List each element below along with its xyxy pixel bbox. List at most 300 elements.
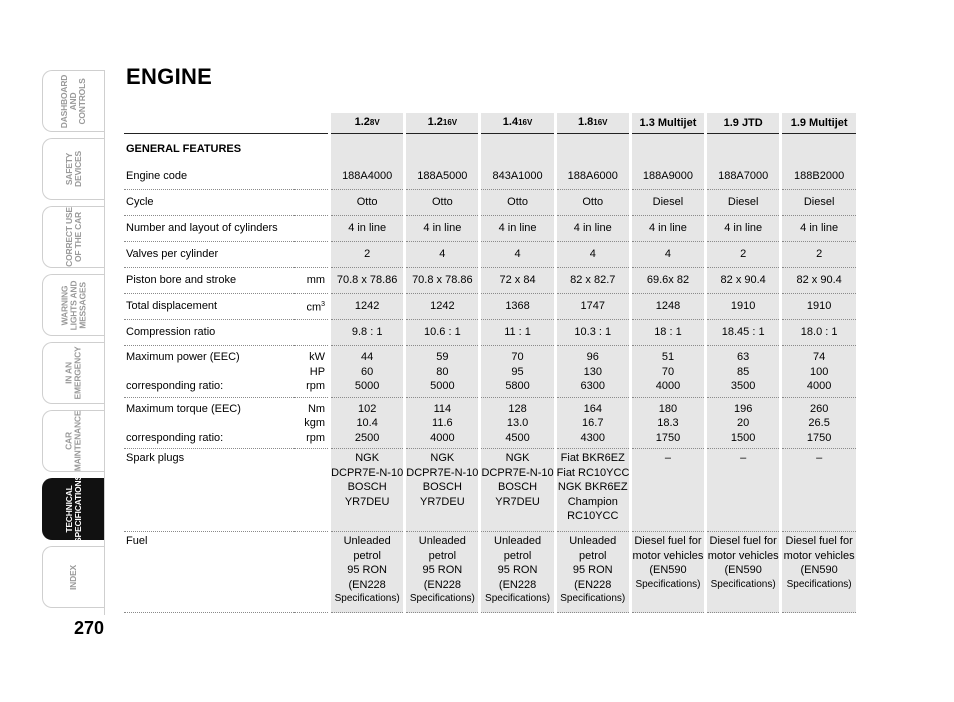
value-line: Fiat RC10YCC <box>556 466 630 479</box>
fuel-row <box>124 532 856 613</box>
value-line: 5000 <box>354 380 380 392</box>
row-label-main: Maximum power (EEC) <box>126 351 240 363</box>
value-line: 188B2000 <box>794 170 845 183</box>
side-tab-label: INDEX <box>67 564 78 590</box>
value-cell <box>630 294 705 320</box>
value-line: 164 <box>583 402 602 415</box>
side-tab-warning-lights-and-messages[interactable] <box>42 274 104 336</box>
value-cell <box>706 397 781 449</box>
value-line: 18.0 : 1 <box>800 326 838 339</box>
value-line: 188A9000 <box>642 170 694 183</box>
value-line: Champion <box>567 495 618 508</box>
value-line: Otto <box>507 196 528 209</box>
side-tab-technical-specifications[interactable] <box>42 475 104 543</box>
value-line: 10.3 : 1 <box>574 326 612 339</box>
side-tab-dashboard-and-controls[interactable] <box>42 70 104 132</box>
value-line: 18.45 : 1 <box>721 326 765 339</box>
value-line: Unleaded <box>494 535 542 547</box>
value-line: 100 <box>809 365 829 378</box>
column-header <box>480 113 555 134</box>
value-cell <box>630 320 705 346</box>
value-line: 4000 <box>430 431 455 444</box>
row-unit <box>294 532 329 613</box>
table-row <box>124 216 856 242</box>
side-tab-car-maintenance[interactable] <box>42 410 104 472</box>
value-line: motor vehicles <box>632 549 704 562</box>
row-label-blank <box>126 365 294 380</box>
engine-spec-table <box>124 113 856 613</box>
value-line: Specifications) <box>560 593 626 604</box>
unit-line: HP <box>309 365 326 378</box>
value-line: 4300 <box>580 431 605 444</box>
value-line: 188A6000 <box>567 170 618 183</box>
value-cell <box>555 242 630 268</box>
value-cell <box>706 216 781 242</box>
value-cell <box>706 134 781 165</box>
value-cell <box>781 268 856 294</box>
value-line: 70 <box>661 365 675 378</box>
value-line: 11 : 1 <box>504 326 531 339</box>
value-line: 4000 <box>655 380 681 392</box>
value-cell <box>781 294 856 320</box>
value-cell <box>480 268 555 294</box>
unit-line: kgm <box>304 417 326 429</box>
value-line: Otto <box>356 196 378 209</box>
value-cell <box>405 320 480 346</box>
value-line: 63 <box>737 351 750 363</box>
value-cell <box>706 449 781 532</box>
value-line: 1910 <box>730 300 756 313</box>
value-cell <box>706 532 781 613</box>
value-line: 4 in line <box>649 222 687 235</box>
value-cell <box>555 449 630 532</box>
value-cell <box>330 532 405 613</box>
value-line: 1910 <box>806 300 832 313</box>
value-line: 196 <box>733 402 753 415</box>
value-cell <box>781 346 856 398</box>
table-row <box>124 190 856 216</box>
value-line: Specifications) <box>786 578 852 590</box>
row-label: Engine code <box>124 164 294 190</box>
unit-line: rpm <box>306 380 326 392</box>
value-line: 18 : 1 <box>654 326 682 339</box>
row-label: Compression ratio <box>124 320 294 346</box>
row-unit <box>294 242 329 268</box>
side-tab-label: IN AN EMERGENCY <box>63 346 83 400</box>
value-cell <box>405 532 480 613</box>
value-line: 843A1000 <box>492 170 543 183</box>
value-cell <box>480 449 555 532</box>
value-line: 82 x 82.7 <box>570 274 616 287</box>
value-line: 95 RON <box>497 564 538 576</box>
side-tab-in-an-emergency[interactable] <box>42 342 104 404</box>
unit-line: Nm <box>307 402 326 415</box>
value-cell <box>781 320 856 346</box>
column-header-sub: 16V <box>518 118 533 128</box>
value-cell <box>480 294 555 320</box>
value-cell <box>630 242 705 268</box>
value-line: DCPR7E-N-10 <box>481 466 554 479</box>
value-line: Specifications) <box>485 593 551 604</box>
value-line: 96 <box>586 351 599 363</box>
header-row <box>124 113 856 134</box>
value-line: (EN590 <box>724 564 762 576</box>
value-cell <box>555 134 630 165</box>
value-line: 82 x 90.4 <box>720 274 766 287</box>
table-row <box>124 268 856 294</box>
value-cell <box>330 216 405 242</box>
page-title: ENGINE <box>126 64 213 89</box>
value-line: 9.8 : 1 <box>351 326 383 339</box>
value-line: petrol <box>353 549 381 562</box>
side-tab-label: SAFETY DEVICES <box>63 151 83 187</box>
value-line: 4 in line <box>423 222 462 235</box>
column-header-main: 1.4 <box>502 116 519 129</box>
row-unit <box>294 216 329 242</box>
value-cell <box>555 190 630 216</box>
value-cell <box>480 397 555 449</box>
value-line: (EN590 <box>649 564 687 576</box>
value-line: Unleaded <box>418 535 466 547</box>
row-label: Fuel <box>124 532 294 613</box>
value-line: 4 in line <box>800 222 839 235</box>
value-line: petrol <box>428 549 457 562</box>
value-line: 4000 <box>806 380 832 392</box>
side-tab-label: WARNING LIGHTS AND MESSAGES <box>58 280 87 330</box>
value-cell <box>480 190 555 216</box>
value-cell <box>781 216 856 242</box>
value-line: 1750 <box>655 431 681 444</box>
value-cell <box>330 164 405 190</box>
value-line: 13.0 <box>506 417 529 429</box>
column-header <box>330 113 405 134</box>
column-header <box>706 113 781 134</box>
value-cell <box>706 190 781 216</box>
value-cell <box>405 242 480 268</box>
value-cell <box>555 320 630 346</box>
value-line: motor vehicles <box>783 549 855 562</box>
value-cell <box>555 216 630 242</box>
column-header-main: 1.9 Multijet <box>790 116 848 129</box>
page-number: 270 <box>74 618 105 638</box>
value-cell <box>630 134 705 165</box>
value-line: 20 <box>737 417 750 429</box>
value-line: 260 <box>809 402 829 415</box>
value-line: DCPR7E-N-10 <box>331 466 404 479</box>
value-line: 1242 <box>430 300 455 313</box>
max-torque-row <box>124 397 856 449</box>
column-header-main: 1.9 JTD <box>723 116 763 129</box>
value-cell <box>480 242 555 268</box>
value-cell <box>555 397 630 449</box>
row-unit <box>294 268 329 294</box>
row-unit <box>294 164 329 190</box>
value-line: – <box>816 452 823 464</box>
value-line: 188A7000 <box>718 170 769 183</box>
value-line: Specifications) <box>409 593 475 604</box>
value-cell <box>405 397 480 449</box>
column-header <box>781 113 856 134</box>
value-line: 1500 <box>730 431 756 444</box>
value-line: 5000 <box>430 380 455 392</box>
value-cell <box>405 294 480 320</box>
value-line: (EN590 <box>800 564 838 576</box>
value-line: 130 <box>583 365 602 378</box>
table-row <box>124 164 856 190</box>
value-line: Diesel <box>803 196 835 209</box>
value-line: 4 in line <box>498 222 537 235</box>
value-line: Otto <box>431 196 453 209</box>
value-line: 11.6 <box>432 417 453 429</box>
table-row <box>124 294 856 320</box>
value-line: 60 <box>361 365 374 378</box>
value-cell <box>630 397 705 449</box>
value-line: 70 <box>511 351 524 363</box>
row-label <box>124 397 294 449</box>
value-line: 2 <box>364 248 371 261</box>
value-line: DCPR7E-N-10 <box>406 466 479 479</box>
side-tab-label: DASHBOARD AND CONTROLS <box>58 74 87 128</box>
value-cell <box>555 532 630 613</box>
value-line: 70.8 x 78.86 <box>336 274 398 287</box>
value-line: YR7DEU <box>420 495 465 508</box>
value-line: Unleaded <box>343 535 391 547</box>
value-line: 180 <box>658 402 678 415</box>
value-line: petrol <box>503 549 532 562</box>
value-line: 1248 <box>655 300 681 313</box>
value-line: 26.5 <box>808 417 830 429</box>
value-line: Diesel fuel for <box>709 535 777 547</box>
value-cell <box>480 164 555 190</box>
value-cell <box>480 320 555 346</box>
value-cell <box>405 164 480 190</box>
value-line: BOSCH <box>347 481 387 493</box>
value-line: 188A4000 <box>342 170 393 183</box>
value-line: 4500 <box>505 431 530 444</box>
value-cell <box>330 449 405 532</box>
value-cell <box>630 268 705 294</box>
max-power-row <box>124 346 856 398</box>
value-cell <box>781 242 856 268</box>
value-cell <box>706 164 781 190</box>
value-line: RC10YCC <box>567 510 619 522</box>
row-label: Total displacement <box>124 294 294 320</box>
value-line: 82 x 90.4 <box>796 274 842 287</box>
value-line: 51 <box>661 351 675 363</box>
value-cell <box>555 294 630 320</box>
row-label: Piston bore and stroke <box>124 268 294 294</box>
unit-text: cm <box>306 301 322 314</box>
value-line: 95 RON <box>347 564 388 576</box>
row-unit <box>294 397 329 449</box>
column-header-main: 1.2 <box>354 116 370 129</box>
value-cell <box>330 134 405 165</box>
value-line: Fiat BKR6EZ <box>560 452 625 464</box>
section-title: GENERAL FEATURES <box>126 142 242 155</box>
row-label: Valves per cylinder <box>124 242 294 268</box>
value-cell <box>781 134 856 165</box>
value-line: 2 <box>816 248 823 261</box>
value-cell <box>330 242 405 268</box>
value-cell <box>405 190 480 216</box>
row-label <box>124 346 294 398</box>
row-label-main: Maximum torque (EEC) <box>126 402 241 415</box>
row-unit <box>294 190 329 216</box>
value-line: Diesel <box>652 196 684 209</box>
value-line: YR7DEU <box>344 495 390 508</box>
value-line: 80 <box>436 365 449 378</box>
value-cell <box>330 190 405 216</box>
value-cell <box>405 346 480 398</box>
column-header-sub: 16V <box>442 118 458 128</box>
value-line: 74 <box>813 351 826 363</box>
value-cell <box>555 268 630 294</box>
row-unit <box>294 346 329 398</box>
value-cell <box>405 216 480 242</box>
value-cell <box>630 532 705 613</box>
value-cell <box>706 242 781 268</box>
value-cell <box>555 164 630 190</box>
tab-divider <box>104 70 105 615</box>
value-cell <box>480 346 555 398</box>
value-line: (EN228 <box>574 578 612 591</box>
value-cell <box>630 164 705 190</box>
value-line: 95 RON <box>422 564 463 576</box>
row-label-secondary: corresponding ratio: <box>126 431 224 444</box>
side-tab-label: CORRECT USE OF THE CAR <box>63 207 83 267</box>
value-line: YR7DEU <box>495 495 540 508</box>
value-line: petrol <box>578 549 607 562</box>
value-line: 102 <box>357 402 377 415</box>
value-line: 3500 <box>730 380 756 392</box>
value-line: 4 <box>439 248 446 261</box>
value-line: Diesel <box>727 196 759 209</box>
value-line: Specifications) <box>635 578 701 590</box>
value-line: 4 in line <box>348 222 387 235</box>
value-line: Diesel fuel for <box>634 535 702 547</box>
value-line: 10.6 : 1 <box>424 326 461 339</box>
value-line: 4 <box>514 248 521 261</box>
value-cell <box>781 449 856 532</box>
column-header-main: 1.8 <box>577 116 594 129</box>
value-cell <box>480 216 555 242</box>
column-header <box>405 113 480 134</box>
value-line: 4 in line <box>573 222 612 235</box>
value-line: BOSCH <box>497 481 538 493</box>
value-line: 4 in line <box>724 222 763 235</box>
engine-spec-table-wrap <box>124 113 856 613</box>
row-label: Spark plugs <box>124 449 294 532</box>
unit-superscript: 3 <box>321 300 326 308</box>
value-line: 10.4 <box>356 417 378 429</box>
unit-cell <box>294 134 329 165</box>
value-line: (EN228 <box>498 578 537 591</box>
value-line: (EN228 <box>348 578 386 591</box>
column-header-main: 1.3 Multijet <box>639 116 697 129</box>
value-line: Diesel fuel for <box>785 535 853 547</box>
column-header-main: 1.2 <box>427 116 443 129</box>
header-blank <box>124 113 294 134</box>
value-cell <box>405 134 480 165</box>
side-tab-correct-use-of-the-car[interactable] <box>42 206 104 268</box>
value-line: 188A5000 <box>417 170 468 183</box>
value-cell <box>405 268 480 294</box>
value-line: NGK <box>505 452 530 464</box>
value-cell <box>630 346 705 398</box>
value-cell <box>781 190 856 216</box>
value-cell <box>781 164 856 190</box>
value-line: 4 <box>589 248 596 261</box>
value-line: 1368 <box>505 300 530 313</box>
row-unit <box>294 320 329 346</box>
side-tab-label: CAR MAINTENANCE <box>63 410 83 472</box>
value-line: 4 <box>664 248 672 261</box>
value-line: – <box>664 452 672 464</box>
value-line: Specifications) <box>710 578 776 590</box>
value-line: NGK <box>355 452 380 464</box>
row-label-blank <box>126 416 294 431</box>
value-line: 2 <box>740 248 747 261</box>
value-line: 6300 <box>580 380 605 392</box>
value-cell <box>630 449 705 532</box>
value-line: 2500 <box>354 431 380 444</box>
value-line: 1750 <box>806 431 832 444</box>
value-line: 114 <box>433 402 452 415</box>
value-line: 5800 <box>505 380 530 392</box>
value-cell <box>781 532 856 613</box>
side-tab-safety-devices[interactable] <box>42 138 104 200</box>
spark-plugs-row <box>124 449 856 532</box>
value-line: Otto <box>582 196 604 209</box>
value-line: 69.6x 82 <box>646 274 690 287</box>
value-line: 18.3 <box>657 417 679 429</box>
value-line: (EN228 <box>423 578 461 591</box>
side-tab-index[interactable] <box>42 546 104 608</box>
value-cell <box>480 532 555 613</box>
value-cell <box>480 134 555 165</box>
value-cell <box>706 268 781 294</box>
unit-line: kW <box>309 351 326 363</box>
value-cell <box>330 346 405 398</box>
column-header-sub: 8V <box>369 118 380 128</box>
value-line: 95 RON <box>572 564 613 576</box>
value-line: 16.7 <box>582 417 604 429</box>
row-label-secondary: corresponding ratio: <box>126 380 224 392</box>
value-line: NGK <box>430 452 455 464</box>
value-line: 1242 <box>354 300 380 313</box>
value-line: 70.8 x 78.86 <box>412 274 473 287</box>
column-header <box>630 113 705 134</box>
value-line: BOSCH <box>422 481 462 493</box>
unit-text: mm <box>306 274 326 287</box>
value-line: 44 <box>361 351 374 363</box>
row-label: Cycle <box>124 190 294 216</box>
header-blank <box>294 113 329 134</box>
value-line: 1747 <box>580 300 605 313</box>
value-cell <box>330 320 405 346</box>
value-line: 128 <box>508 402 527 415</box>
value-cell <box>330 397 405 449</box>
value-line: Specifications) <box>334 593 400 604</box>
row-unit <box>294 294 329 320</box>
value-cell <box>330 268 405 294</box>
value-cell <box>330 294 405 320</box>
value-cell <box>405 449 480 532</box>
side-tab-label: TECHNICAL SPECIFICATIONS <box>63 475 83 543</box>
value-line: 95 <box>511 365 524 378</box>
table-row <box>124 320 856 346</box>
unit-line: rpm <box>306 431 326 444</box>
